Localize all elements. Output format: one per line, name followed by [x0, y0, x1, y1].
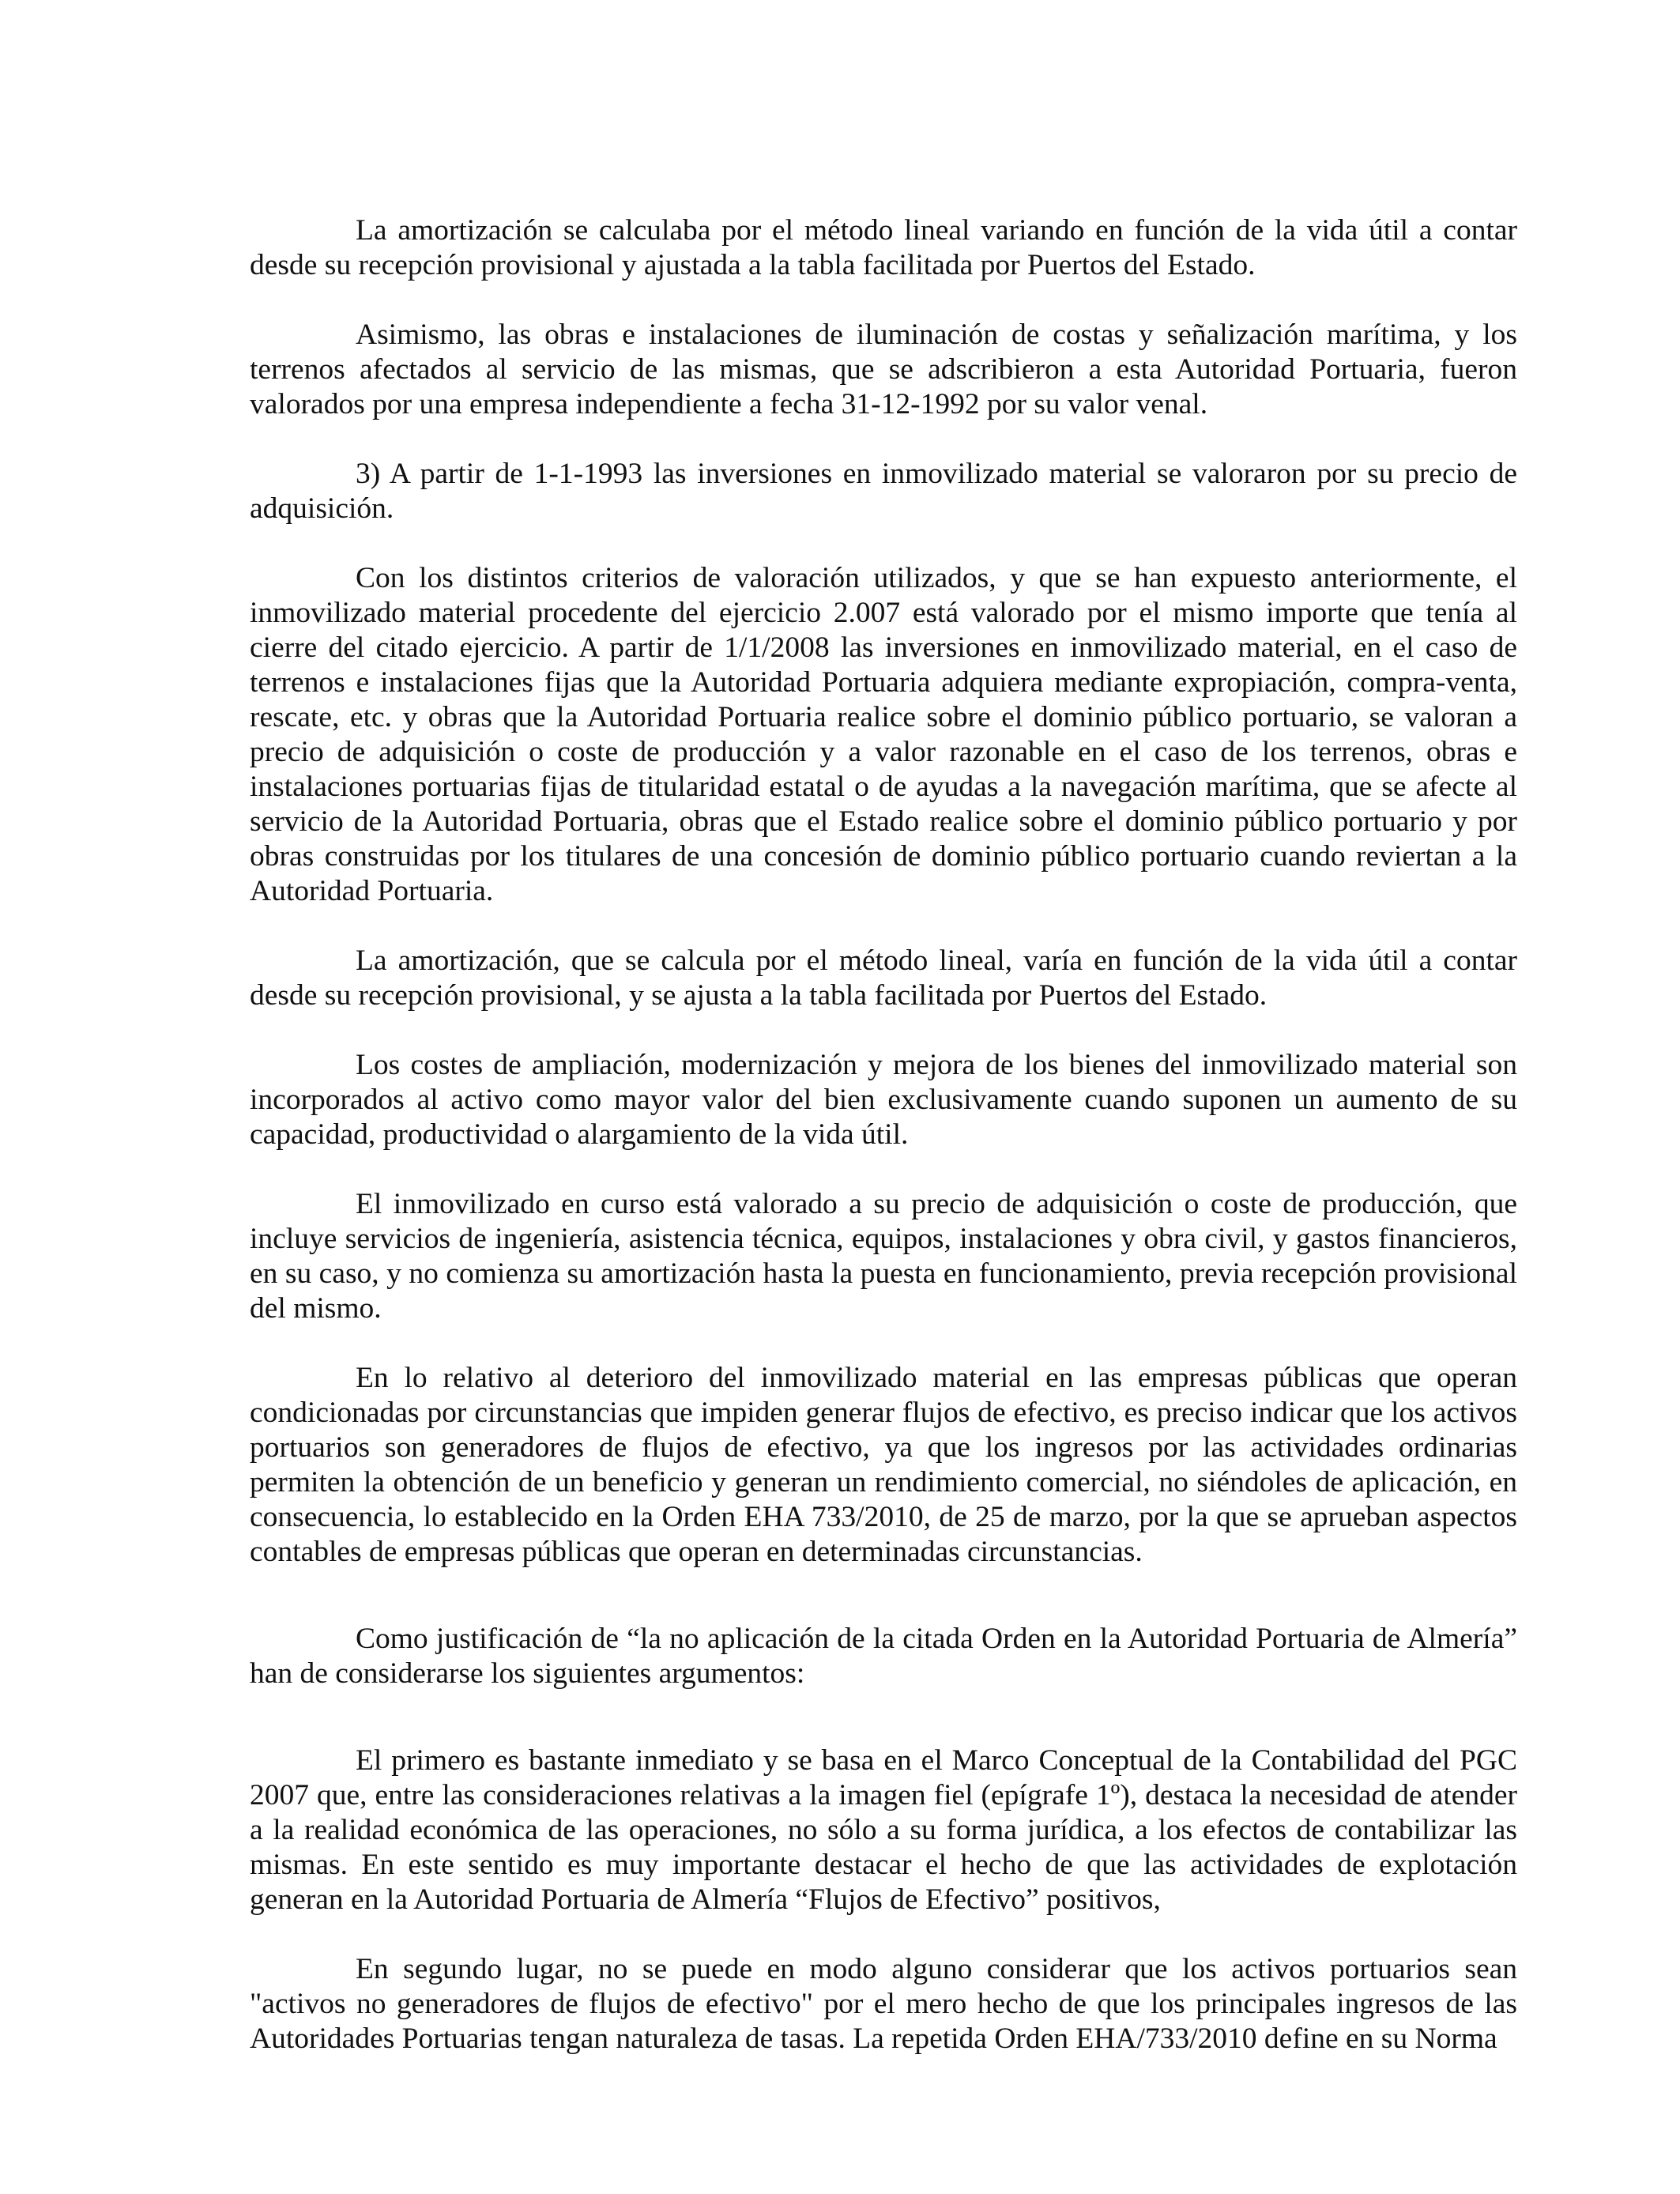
paragraph-amortizacion-metodo: La amortización, que se calcula por el método lineal, varía en función de la vida útil a contar desde su recepción provisional, y se ajusta a la tabla facilitada por Puertos del Estado.: [250, 944, 1517, 1012]
paragraph-costes-ampliacion: Los costes de ampliación, modernización y mejora de los bienes del inmovilizado material son incorporados al activo como mayor valor del bien exclusivamente cuando suponen un aumento de su capacidad, productividad o alargamiento de la vida útil.: [250, 1049, 1517, 1151]
paragraph-segundo-argumento: En segundo lugar, no se puede en modo alguno considerar que los activos portuarios sean "activos no generadores de flujos de efectivo" por el mero hecho de que los principales ingresos de las Autoridades Portuarias tengan naturaleza de tasas. La repetida Orden EHA/733/2010 define en su Norma: [250, 1953, 1517, 2055]
paragraph-justificacion: Como justificación de “la no aplicación de la citada Orden en la Autoridad Portuaria de Almería” han de considerarse los siguientes argumentos:: [250, 1623, 1517, 1690]
paragraph-primer-argumento: El primero es bastante inmediato y se basa en el Marco Conceptual de la Contabilidad del PGC 2007 que, entre las consideraciones relativas a la imagen fiel (epígrafe 1º), destaca la necesidad de atender a la realidad económica de las operaciones, no sólo a su forma jurídica, a los efectos de contabilizar las mismas. En este sentido es muy importante destacar el hecho de que las actividades de explotación generan en la Autoridad Portuaria de Almería “Flujos de Efectivo” positivos,: [250, 1744, 1517, 1916]
paragraph-amortizacion-lineal: La amortización se calculaba por el método lineal variando en función de la vida útil a contar desde su recepción provisional y ajustada a la tabla facilitada por Puertos del Estado.: [250, 214, 1517, 281]
paragraph-deterioro: En lo relativo al deterioro del inmovilizado material en las empresas públicas que operan condicionadas por circunstancias que impiden generar flujos de efectivo, es preciso indicar que los activos portuarios son generadores de flujos de efectivo, ya que los ingresos por las actividades ordinarias permiten la obtención de un beneficio y generan un rendimiento comercial, no siéndoles de aplicación, en consecuencia, lo establecido en la Orden EHA 733/2010, de 25 de marzo, por la que se aprueban aspectos contables de empresas públicas que operan en determinadas circunstancias.: [250, 1362, 1517, 1568]
paragraph-iluminacion-costas: Asimismo, las obras e instalaciones de iluminación de costas y señalización marítima, y los terrenos afectados al servicio de las mismas, que se adscribieron a esta Autoridad Portuaria, fueron valorados por una empresa independiente a fecha 31-12-1992 por su valor venal.: [250, 319, 1517, 420]
paragraph-inversiones-1993: 3) A partir de 1-1-1993 las inversiones en inmovilizado material se valoraron por su precio de adquisición.: [250, 458, 1517, 525]
document-body: [250, 213, 1517, 2091]
paragraph-criterios-valoracion: Con los distintos criterios de valoración utilizados, y que se han expuesto anteriormente, el inmovilizado material procedente del ejercicio 2.007 está valorado por el mismo importe que tenía al cierre del citado ejercicio. A partir de 1/1/2008 las inversiones en inmovilizado material, en el caso de terrenos e instalaciones fijas que la Autoridad Portuaria adquiera mediante expropiación, compra-venta, rescate, etc. y obras que la Autoridad Portuaria realice sobre el dominio público portuario, se valoran a precio de adquisición o coste de producción y a valor razonable en el caso de los terrenos, obras e instalaciones portuarias fijas de titularidad estatal o de ayudas a la navegación marítima, que se afecte al servicio de la Autoridad Portuaria, obras que el Estado realice sobre el dominio público portuario y por obras construidas por los titulares de una concesión de dominio público portuario cuando reviertan a la Autoridad Portuaria.: [250, 562, 1517, 907]
paragraph-inmovilizado-curso: El inmovilizado en curso está valorado a su precio de adquisición o coste de producción, que incluye servicios de ingeniería, asistencia técnica, equipos, instalaciones y obra civil, y gastos financieros, en su caso, y no comienza su amortización hasta la puesta en funcionamiento, previa recepción provisional del mismo.: [250, 1188, 1517, 1325]
